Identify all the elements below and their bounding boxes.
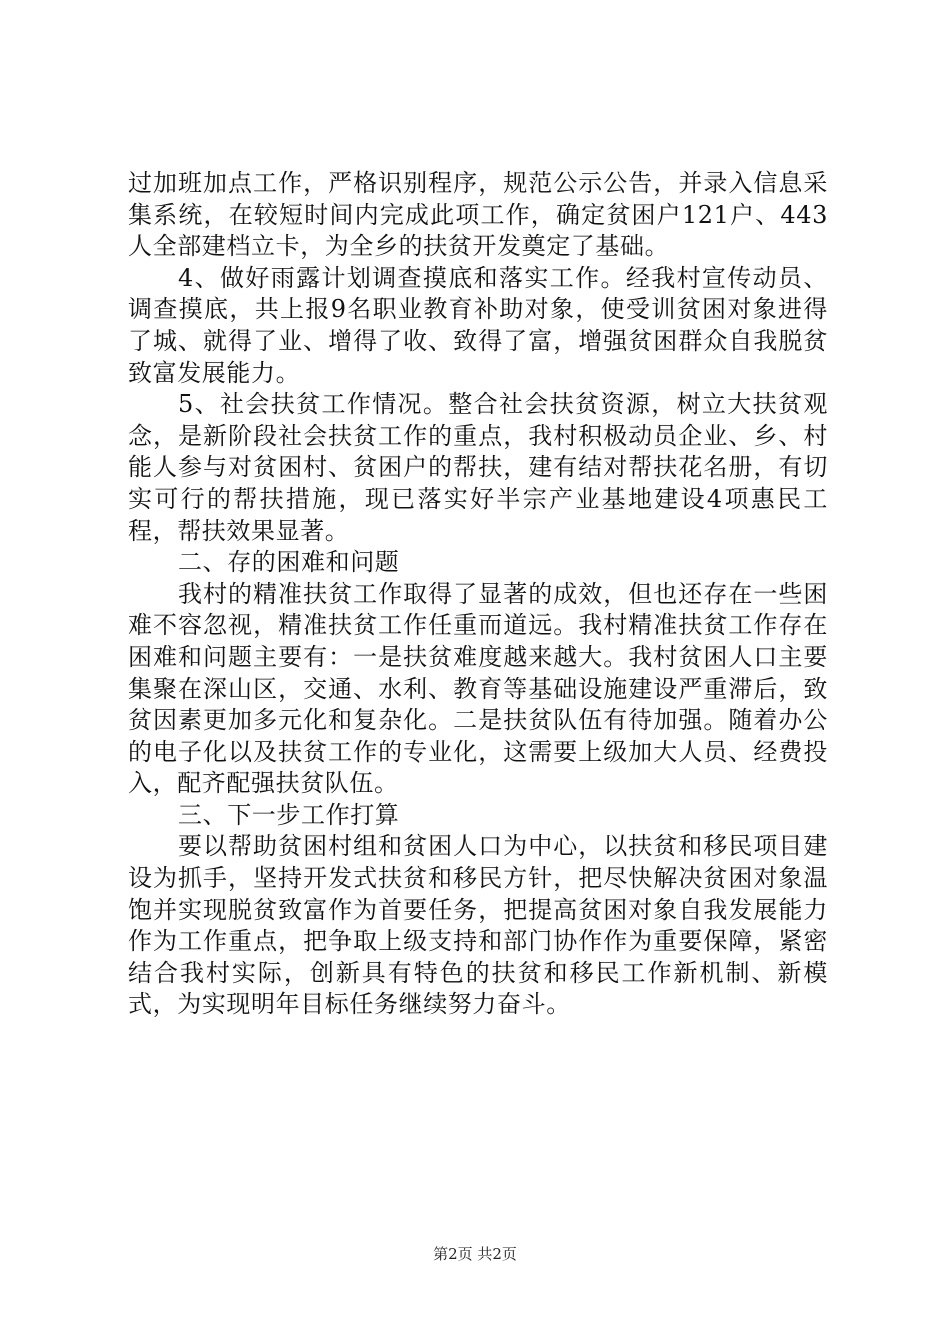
paragraph-social-poverty-alleviation: 5、社会扶贫工作情况。整合社会扶贫资源，树立大扶贫观念，是新阶段社会扶贫工作的重点，我村积极动员企业、乡、村能人参与对贫困村、贫困户的帮扶，建有结对帮扶花名册，有切实可行的帮扶措施，现已落实好半宗产业基地建设4项惠民工程，帮扶效果显著。 <box>128 390 828 545</box>
section-heading-difficulties: 二、存的困难和问题 <box>178 548 400 577</box>
page-footer: 第2页 共2页 <box>433 1245 517 1263</box>
section-heading-next-steps: 三、下一步工作打算 <box>178 800 400 829</box>
paragraph-next-steps: 要以帮助贫困村组和贫困人口为中心，以扶贫和移民项目建设为抓手，坚持开发式扶贫和移民方针，把尽快解决贫困对象温饱并实现脱贫致富作为首要任务，把提高贫困对象自我发展能力作为工作重点，把争取上级支持和部门协作作为重要保障，紧密结合我村实际，创新具有特色的扶贫和移民工作新机制、新模式，为实现明年目标任务继续努力奋斗。 <box>128 832 828 1019</box>
paragraph-rain-dew-plan: 4、做好雨露计划调查摸底和落实工作。经我村宣传动员、调查摸底，共上报9名职业教育补助对象，使受训贫困对象进得了城、就得了业、增得了收、致得了富，增强贫困群众自我脱贫致富发展能力。 <box>128 263 828 387</box>
document-body <box>128 168 828 1021</box>
paragraph-difficulties: 我村的精准扶贫工作取得了显著的成效，但也还存在一些困难不容忽视，精准扶贫工作任重而道远。我村精准扶贫工作存在困难和问题主要有：一是扶贫难度越来越大。我村贫困人口主要集聚在深山区，交通、水利、教育等基础设施建设严重滞后，致贫因素更加多元化和复杂化。二是扶贫队伍有待加强。随着办公的电子化以及扶贫工作的专业化，这需要上级加大人员、经费投入，配齐配强扶贫队伍。 <box>128 579 828 798</box>
paragraph-continuation: 过加班加点工作，严格识别程序，规范公示公告，并录入信息采集系统，在较短时间内完成此项工作，确定贫困户121户、443人全部建档立卡，为全乡的扶贫开发奠定了基础。 <box>128 169 828 261</box>
